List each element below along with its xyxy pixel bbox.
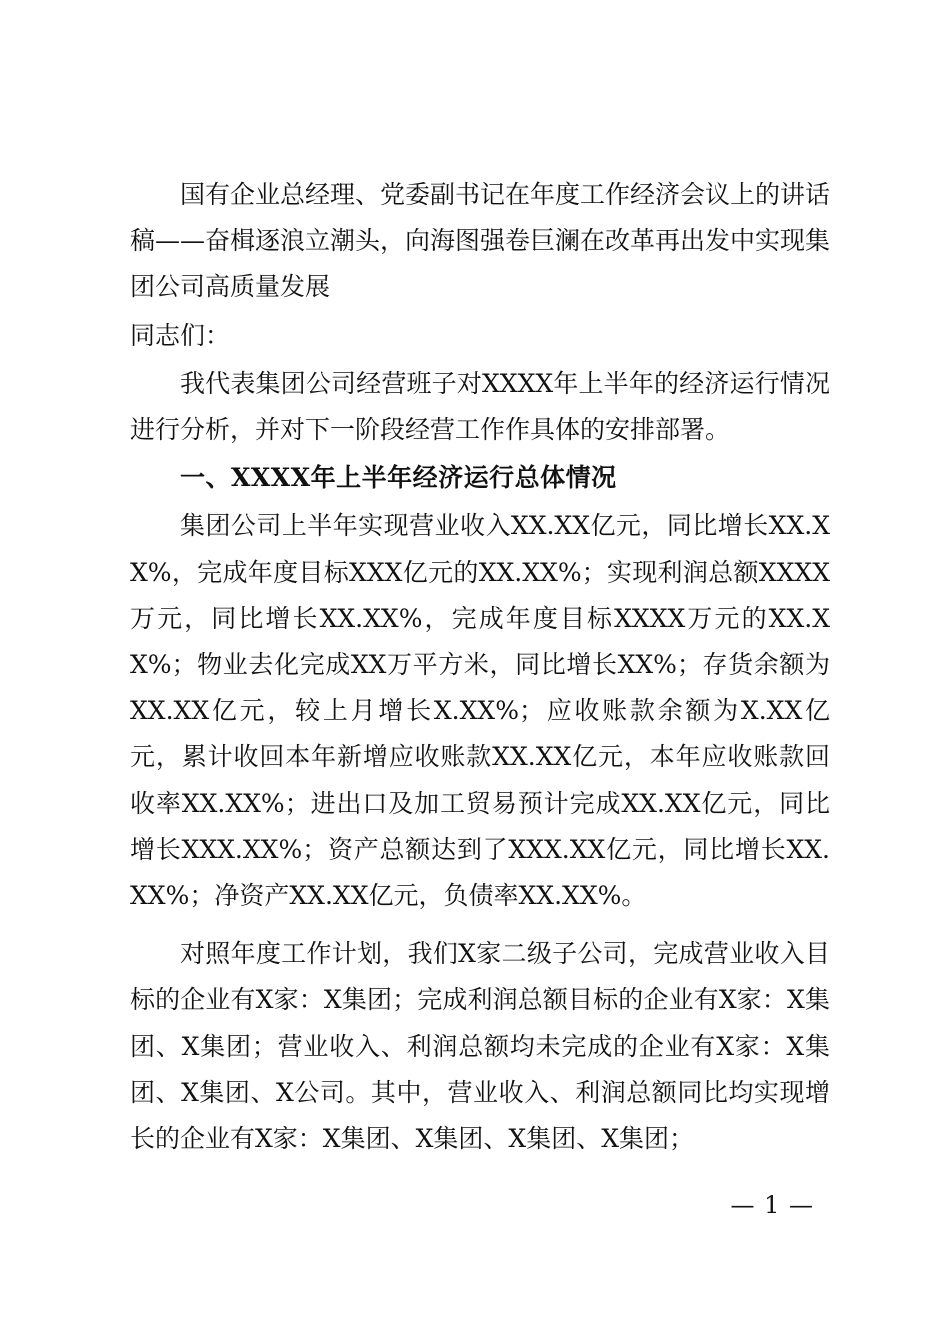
section-heading: 一、XXXX年上半年经济运行总体情况 [180,463,617,493]
intro-paragraph: 我代表集团公司经营班子对XXXX年上半年的经济运行情况进行分析，并对下一阶段经营工作作具体的安排部署。 [130,368,830,445]
body-paragraph-2: 对照年度工作计划，我们X家二级子公司，完成营业收入目标的企业有X家：X集团；完成利润总额目标的企业有X家：X集团、X集团；营业收入、利润总额均未完成的企业有X家：X集团、X集团、X公司。其中，营业收入、利润总额同比均实现增长的企业有X家：X集团、X集团、X集团、X集团； [130,939,830,1154]
document-title: 国有企业总经理、党委副书记在年度工作经济会议上的讲话稿——奋楫逐浪立潮头，向海图强卷巨澜在改革再出发中实现集团公司高质量发展 [130,180,831,302]
body-paragraph-1: 集团公司上半年实现营业收入XX.XX亿元，同比增长XX.XX%，完成年度目标XXX亿元的XX.XX%；实现利润总额XXXX万元，同比增长XX.XX%，完成年度目标XXXX万元的XX.XX%；物业去化完成XX万平方米，同比增长XX%；存货余额为XX.XX亿元，较上月增长X.XX%；应收账款余额为X.XX亿元，累计收回本年新增应收账款XX.XX亿元，本年应收账款回收率XX.XX%；进出口及加工贸易预计完成XX.XX亿元，同比增长XXX.XX%；资产总额达到了XXX.XX亿元，同比增长XX.XX%；净资产XX.XX亿元，负债率XX.XX%。 [130,511,830,911]
page-number: — 1 — [730,1191,814,1219]
document-body [130,172,830,1162]
salutation: 同志们： [130,320,231,350]
